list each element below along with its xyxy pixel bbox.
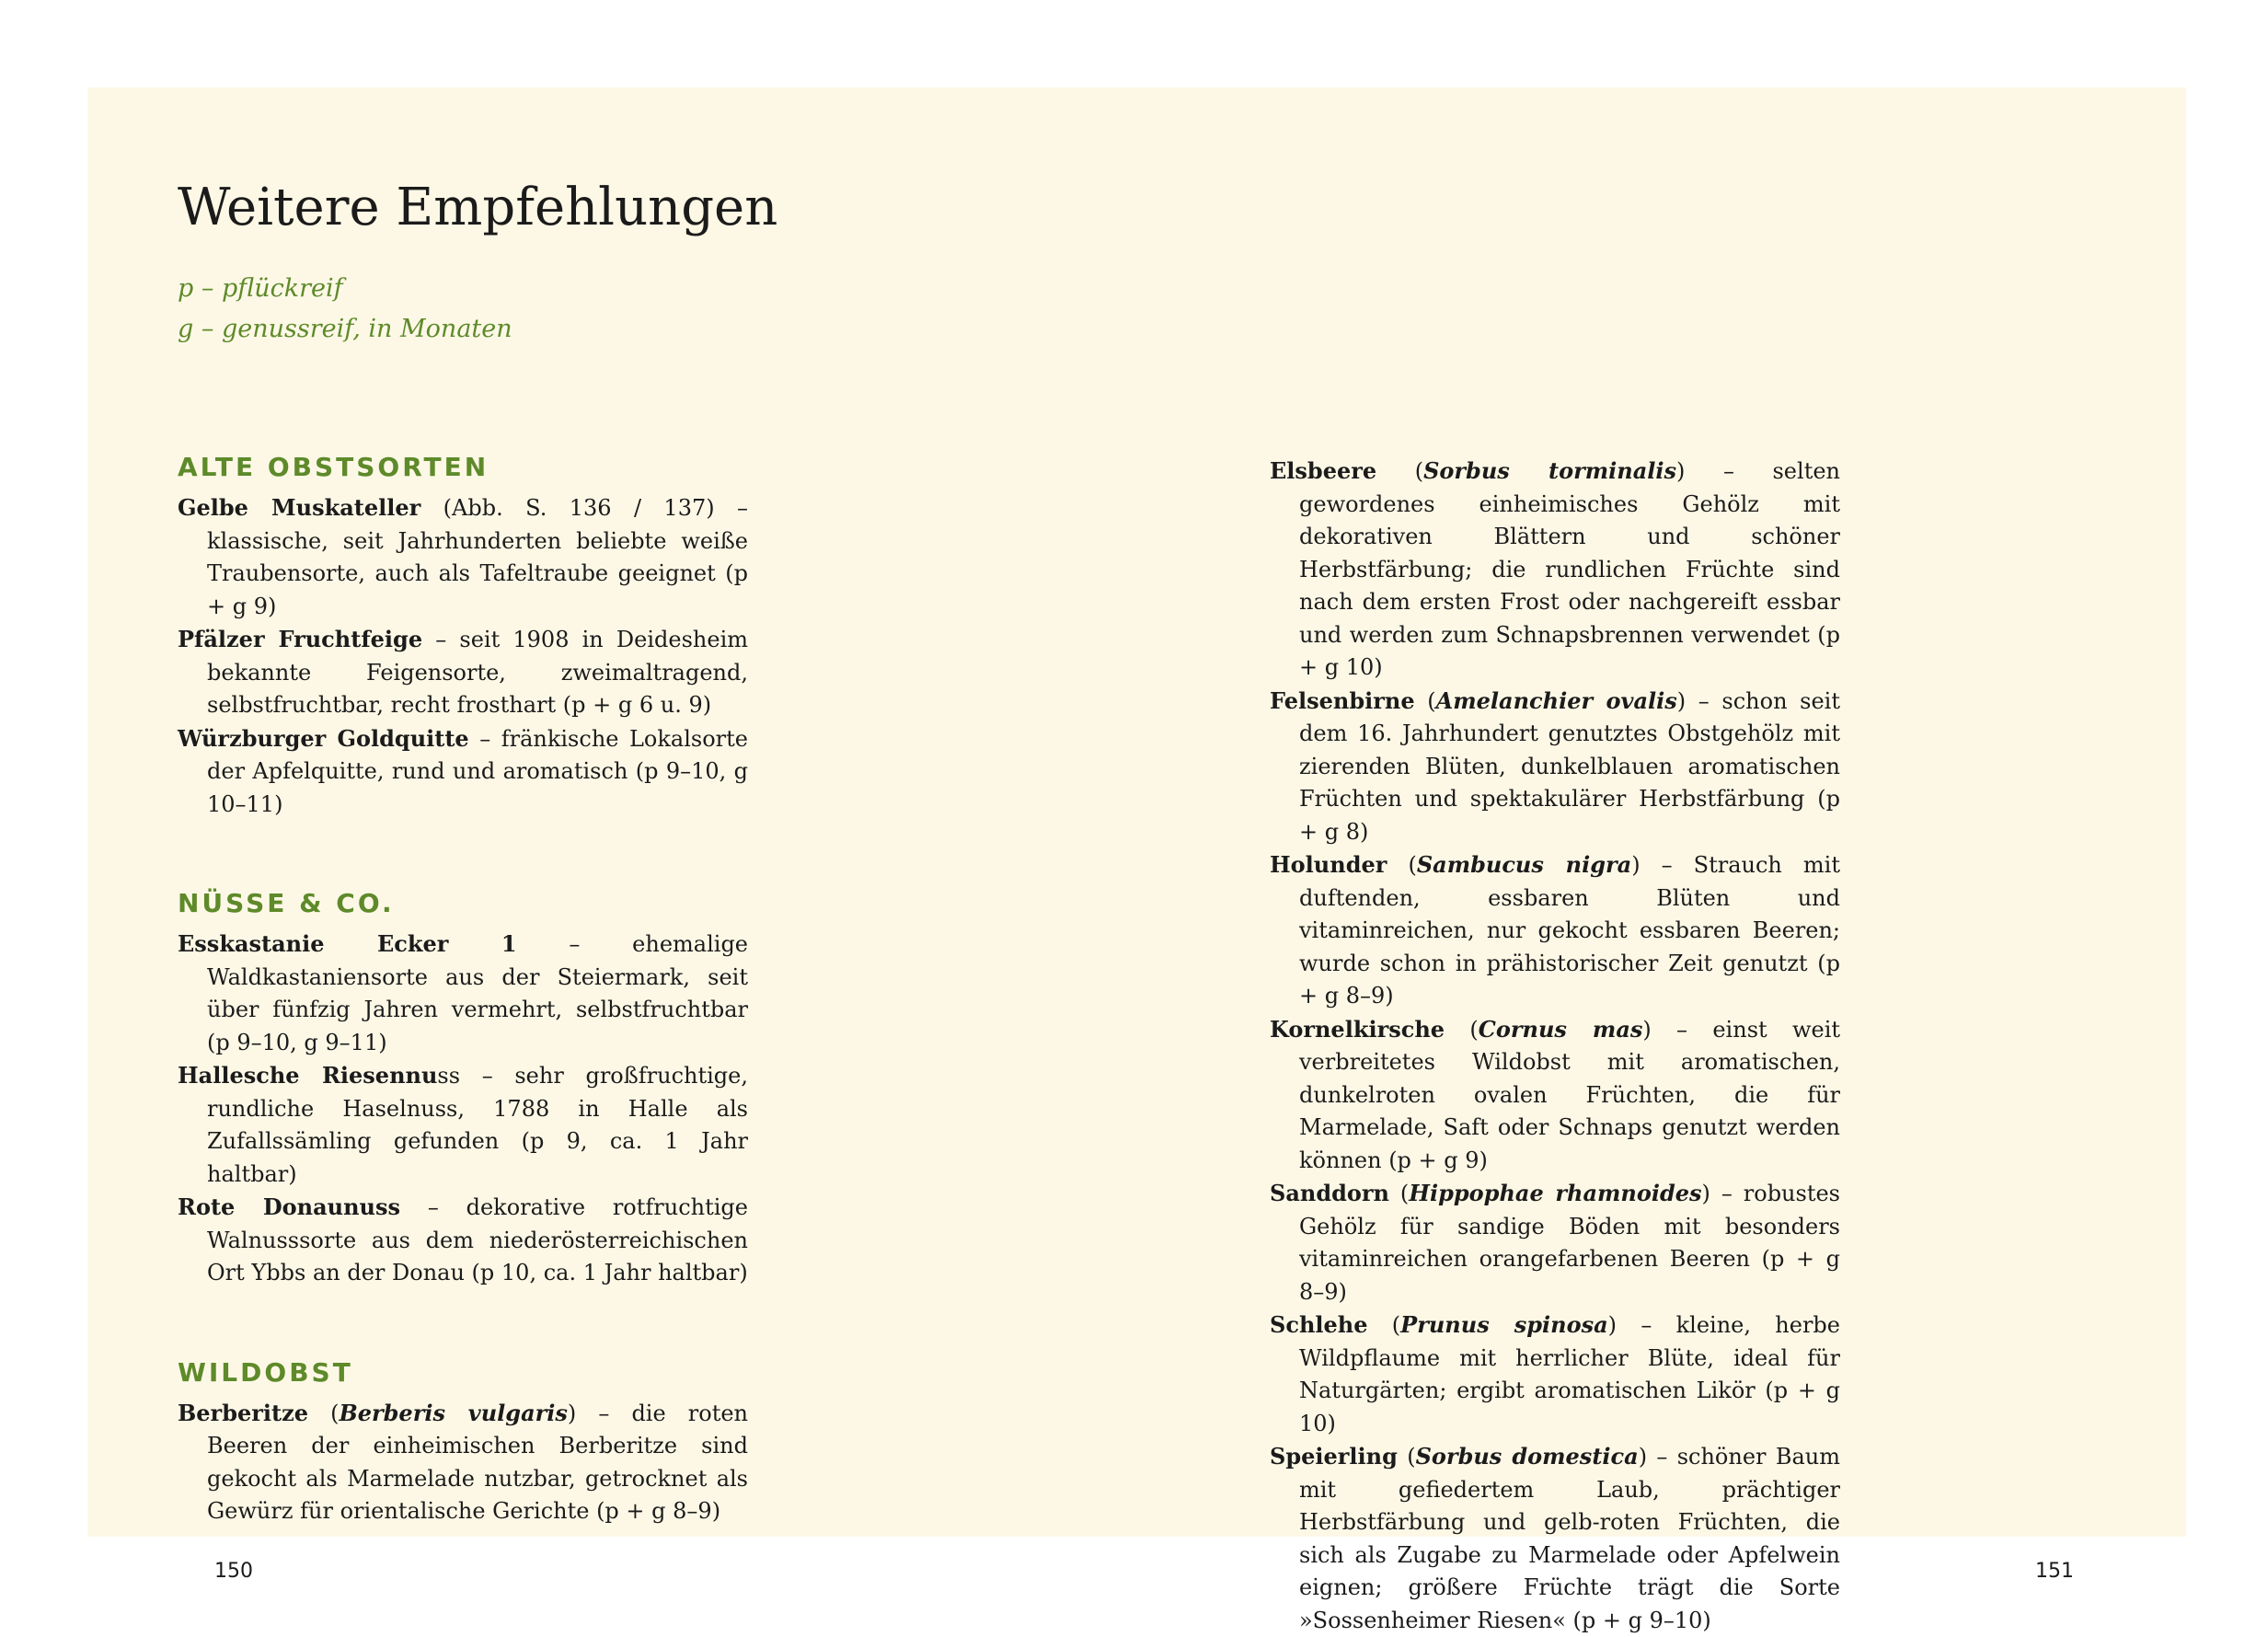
list-item: Gelbe Muskateller (Abb. S. 136 / 137) – klassische, seit Jahrhunderten beliebte weiße Traubensorte, auch als Tafeltraube geeignet (p + g 9)	[178, 494, 749, 619]
list-item: Holunder (Sambucus nigra) – Strauch mit duftenden, essbaren Blüten und vitaminreichen, nur gekocht essbaren Beeren; wurde schon in prähistorischer Zeit genutzt (p + g 8–9)	[1270, 851, 1840, 1009]
list-item: Speierling (Sorbus domestica) – schöner Baum mit gefiedertem Laub, prächtiger Herbstfärbung und gelb-roten Früchten, die sich als Zugabe zu Marmelade oder Apfelwein eignen; größere Früchte trägt die Sorte »Sossenheimer Riesen« (p + g 9–10)	[1270, 1443, 1840, 1633]
list-item: Kornelkirsche (Cornus mas) – einst weit verbreitetes Wildobst mit aromatischen, dunkelroten ovalen Früchten, die für Marmelade, Saft oder Schnaps genutzt werden können (p + g 9)	[1270, 1015, 1841, 1173]
list-item: Hallesche Riesennuss – sehr großfruchtige, rundliche Haselnuss, 1788 in Halle als Zufallssämling gefunden (p 9, ca. 1 Jahr haltbar)	[178, 1062, 749, 1187]
list-item: Elsbeere (Sorbus torminalis) – selten gewordenes einheimisches Gehölz mit dekorativen Blättern und schöner Herbstfärbung; die rundlichen Früchte sind nach dem ersten Frost oder nachgereift essbar und werden zum Schnapsbrennen verwendet (p + g 10)	[1270, 457, 1840, 680]
legend	[178, 269, 512, 350]
section-heading: ALTE OBSTSORTEN	[178, 452, 489, 482]
page-title: Weitere Empfehlungen	[178, 178, 778, 237]
list-item: Felsenbirne (Amelanchier ovalis) – schon seit dem 16. Jahrhundert genutztes Obstgehölz mit zierenden Blüten, dunkelblauen aromatischen Früchten und spektakulärer Herbstfärbung (p + g 8)	[1270, 686, 1841, 845]
right-column	[1270, 455, 1840, 1637]
list-item: Esskastanie Ecker 1 – ehemalige Waldkastaniensorte aus der Steiermark, seit über fünfzig Jahren vermehrt, selbstfruchtbar (p 9–10, g 9–11)	[178, 930, 749, 1055]
list-item: Sanddorn (Hippophae rhamnoides) – robustes Gehölz für sandige Böden mit besonders vitaminreichen orangefarbenen Beeren (p + g 8–9)	[1270, 1180, 1840, 1305]
left-column	[178, 449, 748, 1528]
section-alte-obstsorten	[178, 449, 748, 821]
section-heading: NÜSSE & CO.	[178, 888, 395, 918]
page-number-left: 150	[214, 1560, 253, 1583]
page-number-right: 151	[2035, 1560, 2074, 1583]
section-wildobst	[178, 1355, 748, 1528]
legend-item-g: g – genussreif, in Monaten	[178, 315, 512, 343]
list-item: Würzburger Goldquitte – fränkische Lokalsorte der Apfelquitte, rund und aromatisch (p 9–10, g 10–11)	[178, 724, 748, 817]
section-nuesse	[178, 885, 748, 1290]
list-item: Schlehe (Prunus spinosa) – kleine, herbe Wildpflaume mit herrlicher Blüte, ideal für Naturgärten; ergibt aromatischen Likör (p + g 10)	[1270, 1311, 1840, 1436]
legend-item-p: p – pflückreif	[178, 274, 343, 303]
list-item: Pfälzer Fruchtfeige – seit 1908 in Deidesheim bekannte Feigensorte, zweimaltragend, selbstfruchtbar, recht frosthart (p + g 6 u. 9)	[178, 626, 749, 718]
section-heading: WILDOBST	[178, 1356, 353, 1388]
list-item: Berberitze (Berberis vulgaris) – die roten Beeren der einheimischen Berberitze sind gekocht als Marmelade nutzbar, getrocknet als Gewürz für orientalische Gerichte (p + g 8–9)	[178, 1399, 748, 1524]
list-item: Rote Donaunuss – dekorative rotfruchtige Walnusssorte aus dem niederösterreichischen Ort Ybbs an der Donau (p 10, ca. 1 Jahr haltbar)	[178, 1193, 748, 1285]
